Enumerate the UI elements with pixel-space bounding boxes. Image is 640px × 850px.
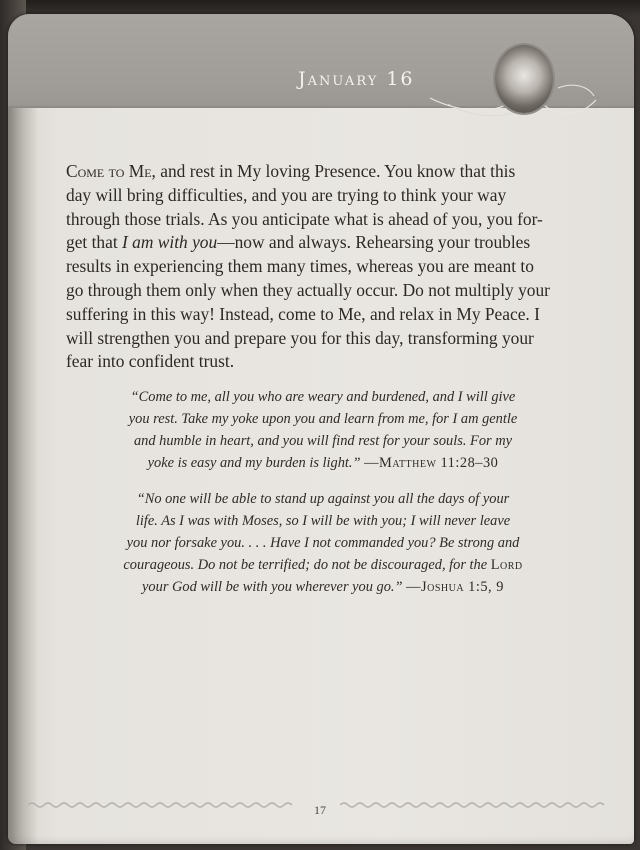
quote-line: courageous. Do not be terrified; do not be discouraged, for the Lord <box>123 557 523 573</box>
quote-line: you rest. Take my yoke upon you and learn from me, for I am gentle <box>128 411 518 427</box>
devotional-line: Come to Me, and rest in My loving Presence. You know that this <box>66 161 516 181</box>
devotional-line: results in experiencing them many times, whereas you are meant to <box>66 256 534 277</box>
devotional-line: fear into confident trust. <box>66 351 235 372</box>
scripture-reference: —Joshua 1:5, 9 <box>406 579 504 595</box>
quote-line: life. As I was with Moses, so I will be with you; I will never leave <box>135 513 511 529</box>
page-gutter-shadow <box>8 14 38 844</box>
footer-ornament-right-icon <box>340 800 608 810</box>
dove-medallion-icon <box>495 45 553 113</box>
quote-line: “No one will be able to stand up against you all the days of your <box>136 491 510 507</box>
page-number: 17 <box>314 803 326 817</box>
devotional-line: through those trials. As you anticipate what is ahead of you, you for- <box>66 208 543 229</box>
lead-in: Come to Me <box>66 161 152 181</box>
book-page <box>8 14 634 844</box>
devotional-line: get that I am with you—now and always. Rehearsing your troubles <box>66 232 531 253</box>
devotional-line: go through them only when they actually occur. Do not multiply your <box>66 279 550 300</box>
page-title: January 16 <box>298 68 415 90</box>
scripture-reference: —Matthew 11:28–30 <box>364 455 499 471</box>
devotional-text <box>66 160 572 374</box>
devotional-line: suffering in this way! Instead, come to Me, and relax in My Peace. I <box>66 303 540 324</box>
quote-line: your God will be with you wherever you go.” —Joshua 1:5, 9 <box>142 579 504 595</box>
footer-ornament-left-icon <box>28 800 296 810</box>
quote-line: “Come to me, all you who are weary and burdened, and I will give <box>130 389 516 405</box>
quote-line: yoke is easy and my burden is light.” —Matthew 11:28–30 <box>147 455 499 471</box>
devotional-line: day will bring difficulties, and you are trying to think your way <box>66 184 507 205</box>
devotional-line: will strengthen you and prepare you for this day, transforming your <box>66 327 534 348</box>
scripture-quote-matthew <box>108 386 538 474</box>
quote-line: you nor forsake you. . . . Have I not commanded you? Be strong and <box>126 535 520 551</box>
emphasis: I am with you <box>122 232 218 253</box>
scripture-quote-joshua <box>108 488 538 598</box>
quote-line: and humble in heart, and you will find rest for your souls. For my <box>133 433 512 449</box>
